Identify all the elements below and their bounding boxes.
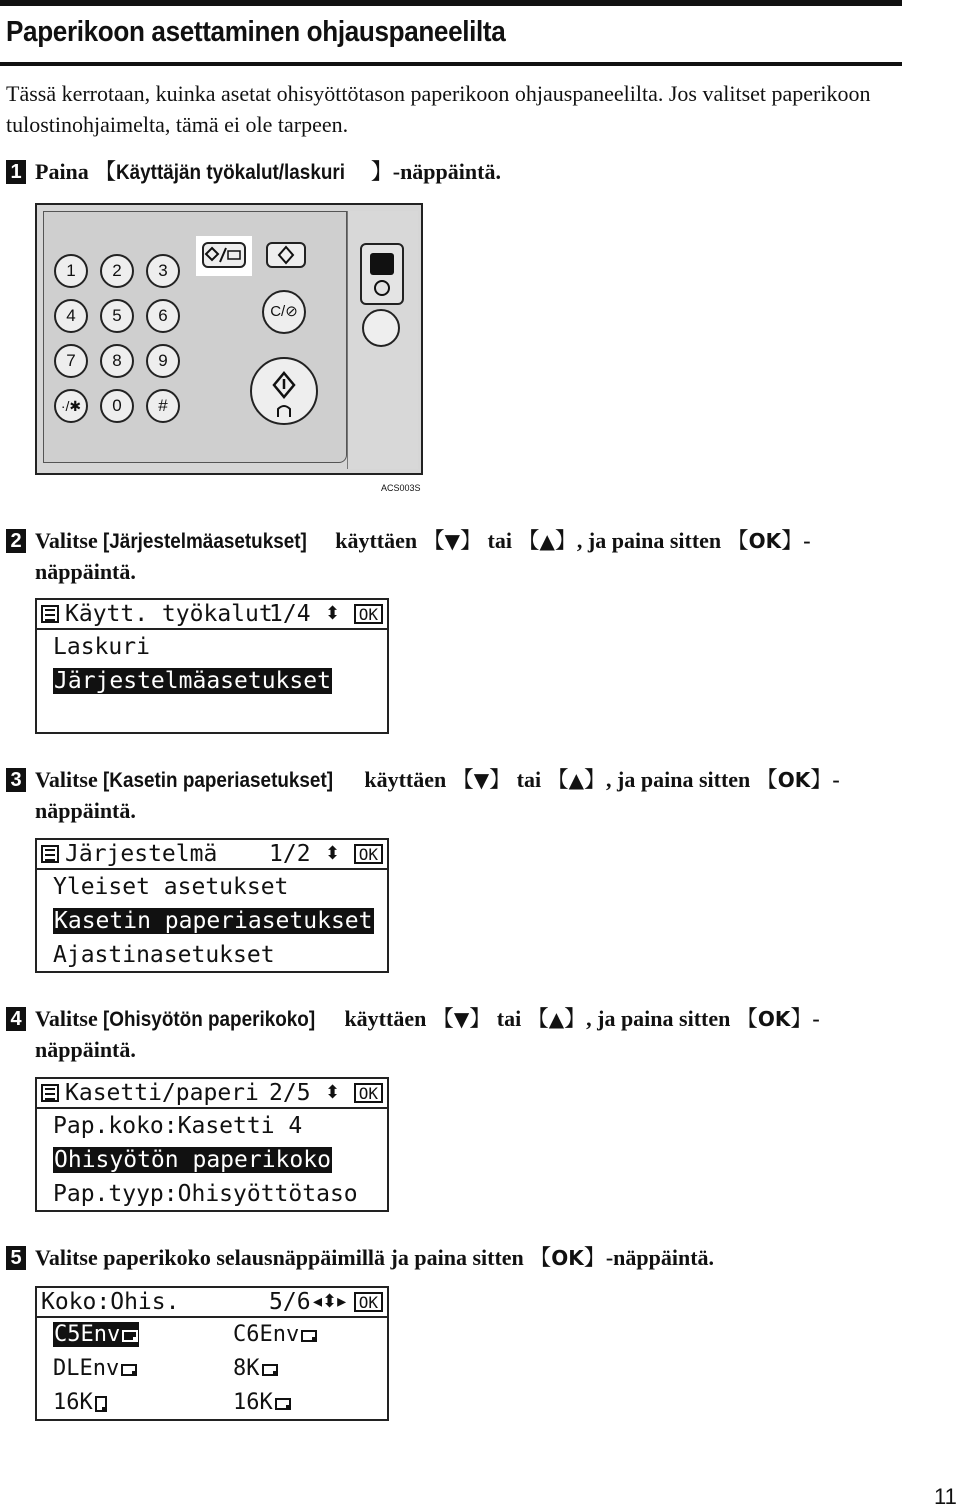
ok-icon: OK — [354, 844, 383, 864]
lcd-header — [37, 1079, 387, 1109]
scroll-arrows-icon: ◂⬍▸ — [313, 1291, 347, 1312]
lcd-row-selected: Ohisyötön paperikoko — [54, 1147, 331, 1173]
key-5: 5 — [100, 299, 134, 333]
diamond-icon — [268, 244, 304, 266]
top-rule — [0, 0, 902, 6]
title-rule — [0, 62, 902, 66]
key-0: 0 — [100, 389, 134, 423]
envelope-landscape-icon — [301, 1330, 317, 1342]
step-number: 4 — [6, 1007, 26, 1031]
start-key — [250, 357, 318, 425]
ok-icon: OK — [354, 604, 383, 624]
lcd-page: 1/2 — [269, 841, 311, 867]
step-number: 5 — [6, 1246, 26, 1270]
lcd-row: Laskuri — [53, 634, 150, 660]
lcd-header — [37, 1288, 387, 1318]
paper-landscape-icon — [262, 1364, 278, 1376]
clear-stop-key: C/⊘ — [262, 290, 306, 334]
envelope-landscape-icon — [122, 1330, 138, 1342]
ok-icon: OK — [354, 1083, 383, 1103]
paper-size-option-selected: C5Env — [53, 1318, 233, 1352]
lcd-row-selected: Kasetin paperiasetukset — [54, 908, 373, 934]
step-number: 1 — [6, 160, 26, 184]
paper-size-option: C6Env — [233, 1318, 393, 1352]
lcd-title: Käytt. työkalut — [65, 601, 273, 627]
paper-landscape-icon — [275, 1398, 291, 1410]
ok-key: OK — [748, 529, 782, 553]
menu-icon — [41, 845, 59, 863]
scroll-arrows-icon: ⬍ — [325, 843, 341, 864]
step-number: 3 — [6, 768, 26, 792]
ok-key: OK — [757, 1007, 791, 1031]
control-panel-illustration — [35, 203, 423, 475]
key-star: ·/✱ — [54, 389, 88, 423]
ok-key: OK — [777, 768, 811, 792]
lcd-row: Pap.tyyp:Ohisyöttötaso — [53, 1181, 358, 1207]
lcd-header — [37, 600, 387, 630]
key-name: Käyttäjän työkalut/laskuri — [116, 161, 346, 184]
lcd-screen-bypass-size — [35, 1286, 389, 1421]
lcd-title: Kasetti/paperi — [65, 1080, 259, 1106]
key-6: 6 — [146, 299, 180, 333]
power-icon — [374, 280, 390, 296]
lcd-row: Ajastinasetukset — [53, 942, 275, 968]
page-number: 11 — [934, 1484, 957, 1509]
envelope-landscape-icon — [121, 1364, 137, 1376]
scroll-arrows-icon: ⬍ — [325, 603, 341, 624]
key-hash: # — [146, 389, 180, 423]
lcd-row: Pap.koko:Kasetti 4 — [53, 1113, 303, 1139]
lcd-page: 5/6 — [269, 1289, 311, 1315]
down-key: ▼ — [453, 1007, 470, 1031]
lcd-header — [37, 840, 387, 870]
step-text: Paina — [35, 159, 95, 184]
key-8: 8 — [100, 344, 134, 378]
lcd-screen-system — [35, 838, 389, 973]
figure-caption: ACS003S — [381, 483, 421, 493]
up-key: ▲ — [548, 1007, 565, 1031]
step-2: 2 Valitse [Järjestelmäasetukset] käyttäen 【▼】 tai 【▲】, ja paina sitten 【OK】-näppäintä. — [6, 526, 906, 587]
step-4: 4 Valitse [Ohisyötön paperikoko] käyttäen 【▼】 tai 【▲】, ja paina sitten 【OK】-näppäintä. — [6, 1004, 906, 1065]
key-7: 7 — [54, 344, 88, 378]
step-3: 3 Valitse [Kasetin paperiasetukset] käyttäen 【▼】 tai 【▲】, ja paina sitten 【OK】-näppäintä. — [6, 765, 906, 826]
scroll-arrows-icon: ⬍ — [325, 1082, 341, 1103]
energy-saver-icon — [370, 253, 394, 275]
menu-icon — [41, 605, 59, 623]
step-1: 1 Paina 【Käyttäjän työkalut/laskuri 】-näppäintä. — [6, 157, 906, 188]
paper-size-option: 16K — [233, 1386, 393, 1420]
key-2: 2 — [100, 254, 134, 288]
energy-saver-key — [362, 309, 400, 347]
down-key: ▼ — [444, 529, 461, 553]
user-tools-counter-key — [202, 242, 246, 268]
lcd-row: Yleiset asetukset — [53, 874, 289, 900]
panel-key-area — [43, 211, 347, 463]
paper-size-option: DLEnv — [53, 1352, 233, 1386]
panel-power-area — [347, 211, 418, 469]
lcd-screen-user-tools — [35, 598, 389, 734]
lcd-title: Järjestelmä — [65, 841, 218, 867]
up-key: ▲ — [568, 768, 585, 792]
power-indicator-box — [360, 243, 404, 305]
lcd-screen-tray-paper — [35, 1077, 389, 1212]
step-5: 5 Valitse paperikoko selausnäppäimillä ja paina sitten 【OK】-näppäintä. — [6, 1243, 906, 1274]
paper-portrait-icon — [95, 1396, 107, 1412]
ok-icon: OK — [354, 1292, 383, 1312]
key-9: 9 — [146, 344, 180, 378]
menu-icon — [41, 1084, 59, 1102]
paper-size-grid — [37, 1318, 387, 1420]
up-key: ▲ — [539, 529, 555, 553]
lcd-page: 1/4 — [269, 601, 311, 627]
program-key — [266, 242, 306, 268]
user-tools-icon — [204, 244, 244, 266]
lcd-title: Koko:Ohis. — [41, 1289, 180, 1315]
intro-paragraph: Tässä kerrotaan, kuinka asetat ohisyöttötason paperikoon ohjauspaneelilta. Jos valitset paperikoon tulostinohjaimelta, tämä ei ole tarpeen. — [6, 81, 871, 137]
menu-item-name: [Järjestelmäasetukset] — [103, 530, 308, 553]
step-number: 2 — [6, 529, 26, 553]
start-icon — [252, 359, 316, 423]
key-3: 3 — [146, 254, 180, 288]
down-key: ▼ — [473, 768, 490, 792]
menu-item-name: [Ohisyötön paperikoko] — [103, 1008, 316, 1031]
key-1: 1 — [54, 254, 88, 288]
lcd-row-selected: Järjestelmäasetukset — [54, 668, 331, 694]
lcd-page: 2/5 — [269, 1080, 311, 1106]
paper-size-option: 16K — [53, 1386, 233, 1420]
paper-size-option: 8K — [233, 1352, 393, 1386]
page-title: Paperikoon asettaminen ohjauspaneelilta — [6, 16, 506, 48]
ok-key: OK — [551, 1246, 584, 1270]
key-4: 4 — [54, 299, 88, 333]
menu-item-name: [Kasetin paperiasetukset] — [103, 769, 334, 792]
step-text: -näppäintä. — [392, 159, 501, 184]
